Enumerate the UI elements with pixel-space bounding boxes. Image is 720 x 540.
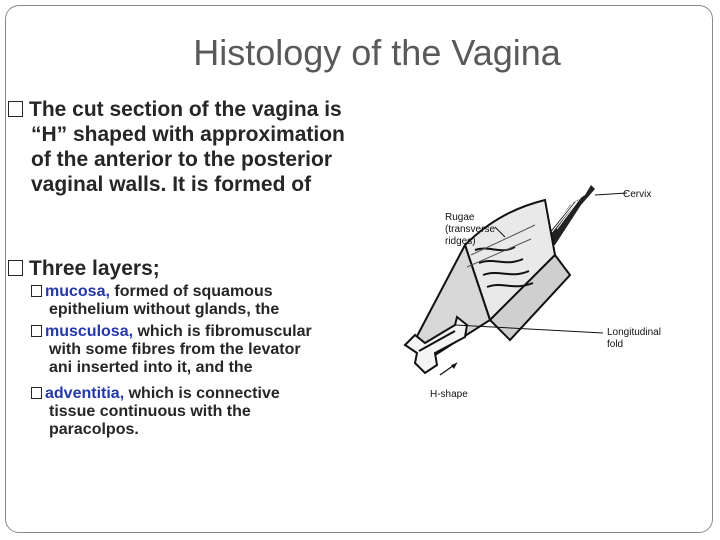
sub-bullet-box-icon	[31, 325, 42, 337]
sub-bullet-box-icon	[31, 285, 42, 297]
label-rugae-2: (transverse	[445, 224, 496, 235]
adventitia-line-3: paracolpos.	[49, 421, 139, 438]
sub-bullet-adventitia	[31, 385, 401, 439]
sub-bullet-mucosa	[31, 283, 401, 319]
musculosa-line-3: ani inserted into it, and the	[49, 359, 253, 376]
term-musculosa: musculosa,	[45, 323, 134, 340]
label-longitudinal-2: fold	[607, 339, 624, 350]
term-mucosa: mucosa,	[45, 283, 110, 300]
bullet-h-shape	[8, 97, 408, 197]
label-h-shape: H-shape	[430, 389, 468, 400]
bullet-box-icon	[8, 101, 23, 117]
vagina-h-shape-figure	[395, 175, 715, 415]
mucosa-line-2: epithelium without glands, the	[49, 301, 280, 318]
mucosa-line-1: formed of squamous	[114, 283, 273, 300]
bullet1-line-4: vaginal walls. It is formed of	[31, 173, 312, 196]
term-adventitia: adventitia,	[45, 385, 125, 402]
bullet-three-layers	[8, 256, 408, 281]
musculosa-line-2: with some fibres from the levator	[49, 341, 301, 358]
h-shape-arrowhead	[451, 363, 457, 369]
sub-bullet-box-icon	[31, 387, 42, 399]
musculosa-line-1: which is fibromuscular	[137, 323, 312, 340]
adventitia-line-1: which is connective	[128, 385, 280, 402]
label-cervix: Cervix	[623, 189, 652, 200]
label-rugae-1: Rugae	[445, 212, 475, 223]
label-longitudinal-1: Longitudinal	[607, 327, 661, 338]
bullet-box-icon	[8, 260, 23, 276]
bullet1-line-1: The cut section of the vagina is	[29, 98, 342, 121]
adventitia-line-2: tissue continuous with the	[49, 403, 251, 420]
bullet1-line-2: “H” shaped with approximation	[31, 123, 345, 146]
sub-bullet-musculosa	[31, 323, 401, 377]
slide-title: Histology of the Vagina	[193, 32, 561, 73]
bullet2-text: Three layers;	[29, 257, 160, 280]
bullet1-line-3: of the anterior to the posterior	[31, 148, 333, 171]
label-rugae-3: ridges)	[445, 236, 476, 247]
